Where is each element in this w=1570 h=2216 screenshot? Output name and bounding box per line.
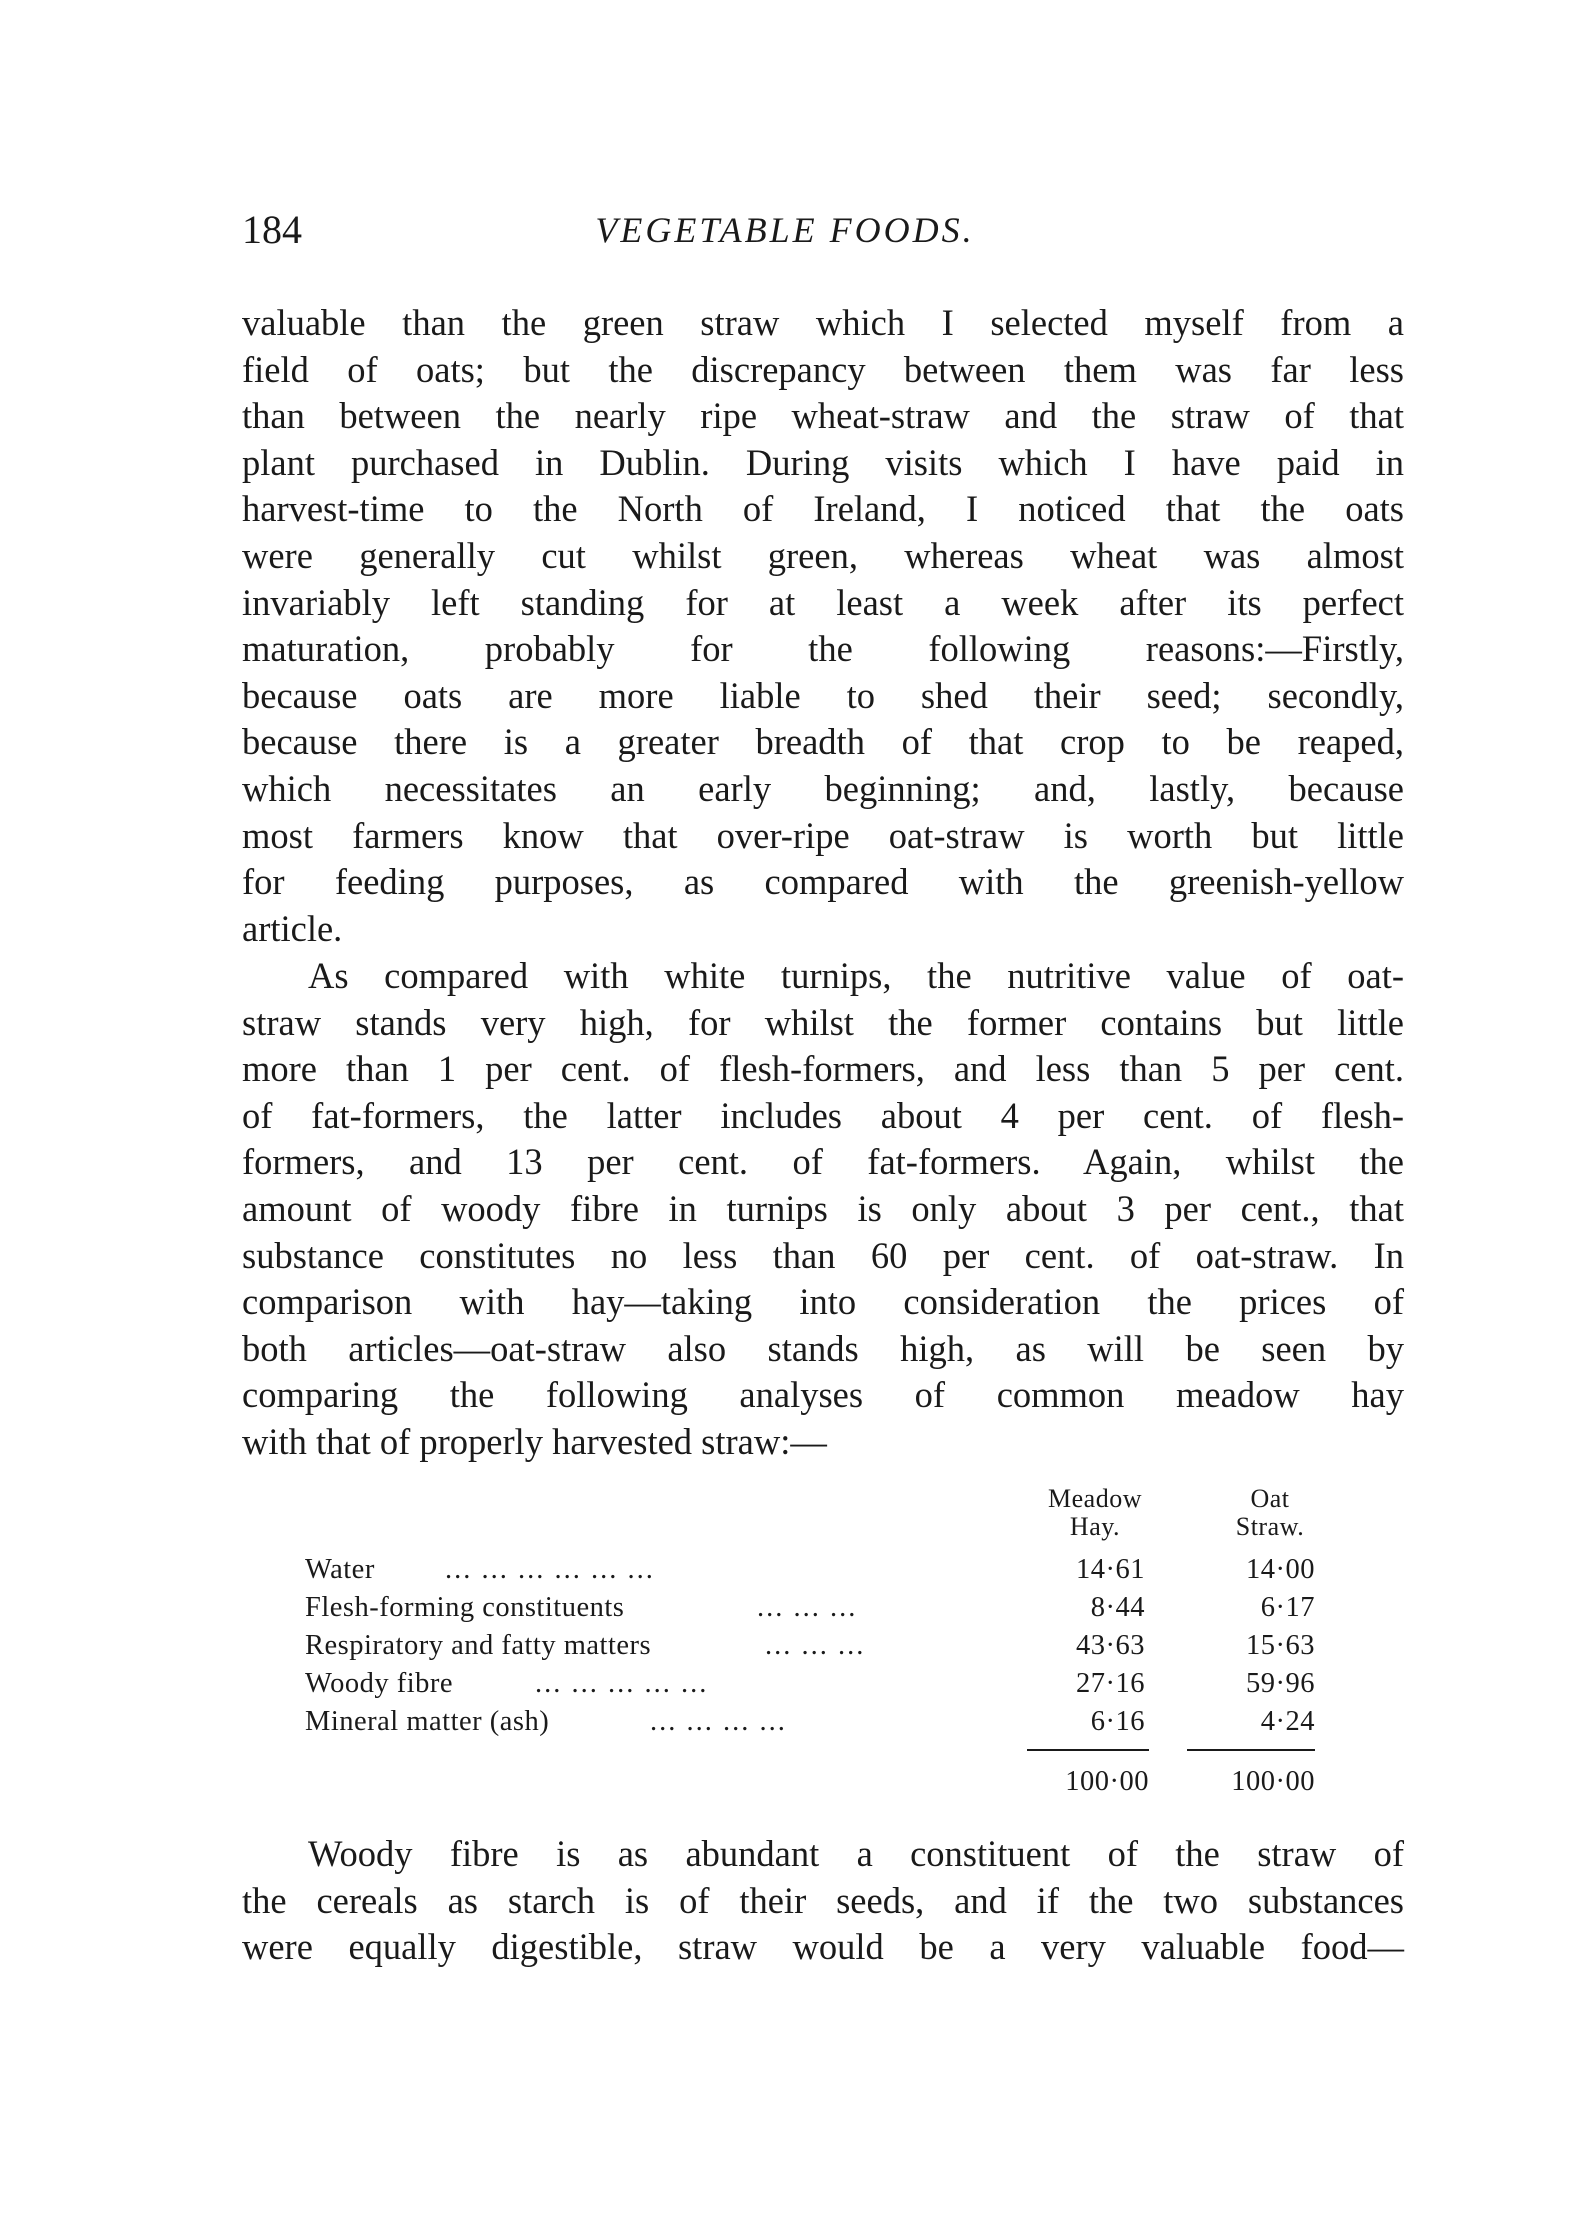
text-line: field of oats; but the discrepancy between them was far less	[242, 348, 1404, 390]
column-header-oat-straw	[1195, 1485, 1345, 1541]
row-label: Water	[305, 1554, 375, 1585]
text-line: straw stands very high, for whilst the former contains but little	[242, 1001, 1404, 1043]
total-hay: 100·00	[1065, 1766, 1149, 1797]
row-label: Respiratory and fatty matters	[305, 1630, 652, 1661]
hay-value: 6·16	[1090, 1706, 1145, 1737]
straw-value: 59·96	[1246, 1668, 1315, 1699]
column-header-meadow-hay	[1020, 1485, 1170, 1541]
text-line: were generally cut whilst green, whereas wheat was almost	[242, 534, 1404, 576]
text-line: for feeding purposes, as compared with the greenish-yellow	[242, 861, 1404, 903]
text-line: harvest-time to the North of Ireland, I noticed that the oats	[242, 488, 1404, 530]
straw-value: 15·63	[1246, 1630, 1315, 1661]
text-line: invariably left standing for at least a week after its perfect	[242, 581, 1404, 623]
table-row	[305, 1589, 1365, 1627]
text-line: article.	[242, 907, 343, 949]
table-row	[305, 1703, 1365, 1741]
table-row	[305, 1551, 1365, 1589]
text-line: formers, and 13 per cent. of fat-formers. Again, whilst the	[242, 1141, 1404, 1183]
text-line: Woody fibre is as abundant a constituent of the straw of	[308, 1833, 1404, 1874]
straw-value: 14·00	[1246, 1554, 1315, 1585]
hay-value: 43·63	[1076, 1630, 1145, 1661]
text-line: were equally digestible, straw would be a very valuable food—	[242, 1926, 1404, 1968]
leader-dots: ... ... ... ... ... ...	[445, 1554, 655, 1585]
hay-value: 14·61	[1076, 1554, 1145, 1585]
page-number: 184	[242, 207, 302, 252]
text-line: which necessitates an early beginning; and, lastly, because	[242, 767, 1404, 809]
paragraph-2	[242, 953, 1404, 1466]
text-line: because there is a greater breadth of that crop to be reaped,	[242, 721, 1404, 763]
text-line: As compared with white turnips, the nutritive value of oat-	[308, 955, 1404, 996]
paragraph-1	[242, 300, 1404, 952]
text-line: most farmers know that over-ripe oat-straw is worth but little	[242, 814, 1404, 856]
text-line: comparing the following analyses of common meadow hay	[242, 1374, 1404, 1416]
row-label: Flesh-forming constituents	[305, 1592, 625, 1623]
row-label: Woody fibre	[305, 1668, 454, 1699]
table-row	[305, 1627, 1365, 1665]
straw-value: 4·24	[1260, 1706, 1315, 1737]
text-line: of fat-formers, the latter includes about 4 per cent. of flesh-	[242, 1094, 1404, 1136]
column-header-line: Meadow	[1048, 1484, 1142, 1513]
table-row	[305, 1665, 1365, 1703]
text-line: plant purchased in Dublin. During visits which I have paid in	[242, 441, 1404, 483]
text-line: valuable than the green straw which I selected myself from a	[242, 302, 1404, 343]
hay-value: 8·44	[1090, 1592, 1145, 1623]
text-line: the cereals as starch is of their seeds, and if the two substances	[242, 1879, 1404, 1921]
hay-value: 27·16	[1076, 1668, 1145, 1699]
sum-rule-hay	[1027, 1749, 1149, 1751]
leader-dots: ... ... ... ...	[650, 1706, 787, 1737]
row-label: Mineral matter (ash)	[305, 1706, 550, 1737]
text-line: maturation, probably for the following reasons:—Firstly,	[242, 628, 1404, 670]
column-header-line: Oat	[1250, 1484, 1290, 1513]
leader-dots: ... ... ...	[765, 1630, 866, 1661]
text-line: both articles—oat-straw also stands high, as will be seen by	[242, 1327, 1404, 1369]
column-header-line: Straw.	[1235, 1512, 1305, 1541]
text-line: comparison with hay—taking into consideration the prices of	[242, 1281, 1404, 1323]
total-straw: 100·00	[1231, 1766, 1315, 1797]
text-line: with that of properly harvested straw:—	[242, 1420, 827, 1462]
sum-rule-straw	[1187, 1749, 1315, 1751]
running-head: VEGETABLE FOODS.	[595, 210, 975, 250]
text-line: because oats are more liable to shed their seed; secondly,	[242, 674, 1404, 716]
paragraph-3	[242, 1831, 1404, 1971]
leader-dots: ... ... ... ... ...	[535, 1668, 709, 1699]
column-header-line: Hay.	[1069, 1512, 1121, 1541]
text-line: than between the nearly ripe wheat-straw and the straw of that	[242, 395, 1404, 437]
leader-dots: ... ... ...	[757, 1592, 858, 1623]
text-line: more than 1 per cent. of flesh-formers, and less than 5 per cent.	[242, 1048, 1404, 1090]
text-line: substance constitutes no less than 60 per cent. of oat-straw. In	[242, 1234, 1404, 1276]
text-line: amount of woody fibre in turnips is only about 3 per cent., that	[242, 1187, 1404, 1229]
straw-value: 6·17	[1260, 1592, 1315, 1623]
